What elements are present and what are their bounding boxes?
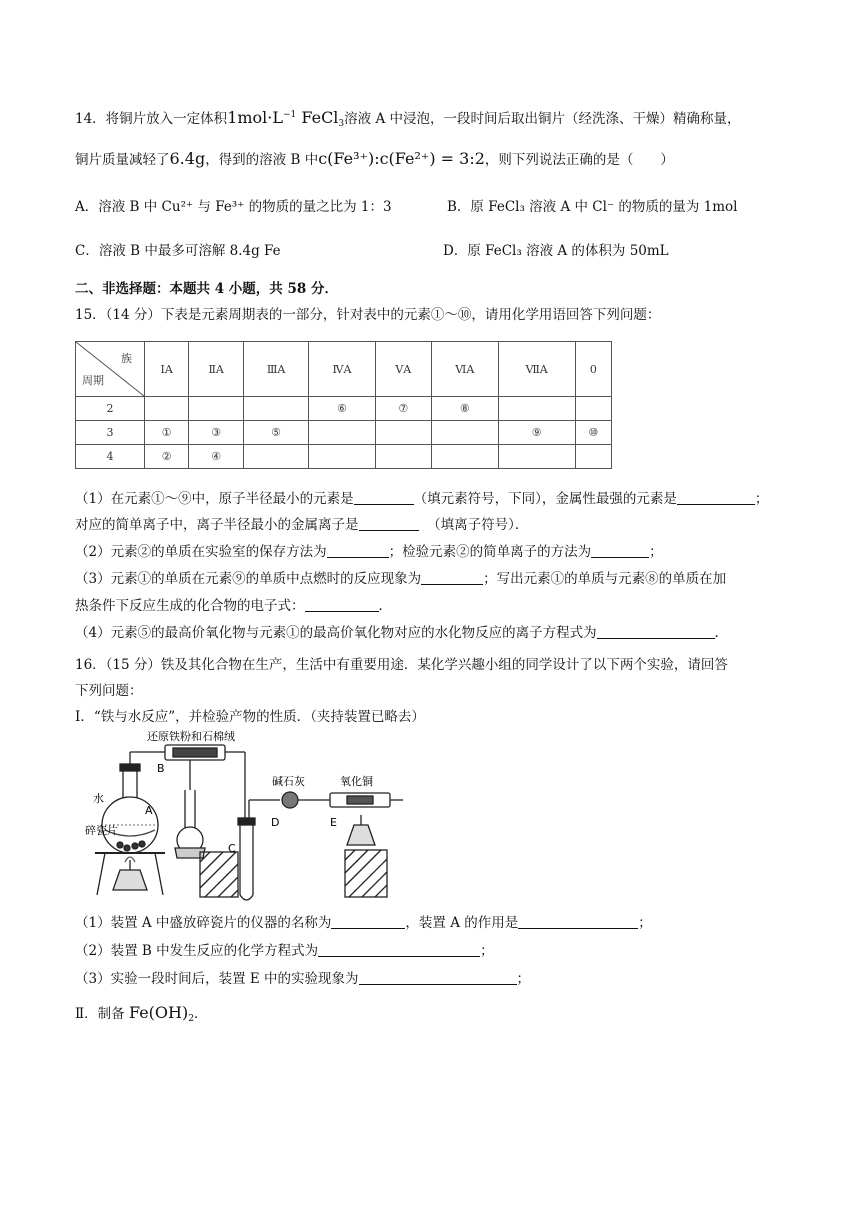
label-d: D	[271, 816, 280, 829]
answer-blank[interactable]	[597, 624, 715, 639]
label-e: E	[330, 816, 337, 829]
q15-part1-line2: 对应的简单离子中，离子半径最小的金属离子是 （填离子符号）．	[75, 517, 529, 533]
label-copper-oxide: 氧化铜	[340, 775, 373, 788]
label-water: 水	[93, 792, 104, 805]
drying-tube-d	[282, 792, 298, 808]
support-block-left	[200, 852, 238, 897]
table-cell	[309, 445, 375, 469]
group-header: ⅡA	[189, 342, 244, 397]
q16-part1-heading: I．“铁与水反应”，并检验产物的性质．（夹持装置已略去）	[75, 709, 425, 725]
q14-line1: 14．将铜片放入一定体积$1mol\cdot L^{-1}$ FeCl$_3$溶液 A 中浸泡，一段时间后取出铜片（经洗涤、干燥）精确称量，	[75, 108, 741, 129]
q14-option-a: A．溶液 B 中 Cu²⁺ 与 Fe³⁺ 的物质的量之比为 1：3	[75, 199, 392, 215]
q14-line2: 铜片质量减轻了6.4g，得到的溶液 B 中c(Fe³⁺):c(Fe²⁺) = 3:2，则下列说法正确的是（ ）	[75, 149, 674, 168]
q15-part2: （2）元素②的单质在实验室的保存方法为 ；检验元素②的简单离子的方法为 ；	[75, 544, 663, 560]
table-cell	[498, 397, 575, 421]
table-cell: ⑨	[498, 421, 575, 445]
group-header: 0	[575, 342, 611, 397]
iron-water-apparatus-figure	[85, 730, 435, 905]
answer-blank[interactable]	[359, 516, 419, 531]
table-cell: ⑥	[309, 397, 375, 421]
group-header: ⅣA	[309, 342, 375, 397]
q15-part4: （4）元素⑤的最高价氧化物与元素①的最高价氧化物对应的水化物反应的离子方程式为 ．	[75, 625, 729, 641]
table-cell	[498, 445, 575, 469]
label-b: B	[157, 762, 165, 775]
q16-sub3: （3）实验一段时间后，装置 E 中的实验现象为 ；	[75, 971, 531, 987]
table-cell: ①	[145, 421, 189, 445]
table-cell	[189, 397, 244, 421]
group-header: ⅤA	[375, 342, 431, 397]
label-soda-lime: 碱石灰	[272, 775, 305, 788]
period-label: 3	[76, 421, 145, 445]
q16-intro-line2: 下列问题：	[75, 683, 143, 699]
q16-intro-line1: 16．（15 分）铁及其化合物在生产，生活中有重要用途．某化学兴趣小组的同学设计了以下两个实验，请回答	[75, 657, 728, 673]
q16-sub2: （2）装置 B 中发生反应的化学方程式为 ；	[75, 943, 494, 959]
answer-blank[interactable]	[421, 570, 483, 585]
table-row	[76, 421, 612, 445]
table-cell	[309, 421, 375, 445]
table-cell	[244, 445, 309, 469]
q15-intro: 15．（14 分）下表是元素周期表的一部分，针对表中的元素①～⑩，请用化学用语回答下列问题：	[75, 307, 661, 323]
support-block-right	[345, 850, 387, 897]
answer-blank[interactable]	[518, 914, 638, 929]
answer-blank[interactable]	[305, 597, 379, 612]
answer-blank[interactable]	[359, 970, 517, 985]
table-cell: ⑦	[375, 397, 431, 421]
label-c: C	[228, 842, 236, 855]
table-cell	[375, 421, 431, 445]
group-header: ⅦA	[498, 342, 575, 397]
table-cell: ⑩	[575, 421, 611, 445]
answer-blank[interactable]	[318, 942, 480, 957]
section-heading: 二、非选择题：本题共 4 小题，共 58 分．	[75, 281, 338, 297]
q16-sub1: （1）装置 A 中盛放碎瓷片的仪器的名称为 ，装置 A 的作用是 ；	[75, 915, 652, 931]
period-label: 2	[76, 397, 145, 421]
period-label: 4	[76, 445, 145, 469]
group-header: ⅢA	[244, 342, 309, 397]
group-header: ⅠA	[145, 342, 189, 397]
q15-part3-line1: （3）元素①的单质在元素⑨的单质中点燃时的反应现象为 ；写出元素①的单质与元素⑧的单质在加	[75, 571, 727, 587]
table-row	[76, 445, 612, 469]
q15-part3-line2: 热条件下反应生成的化合物的电子式： ．	[75, 598, 392, 614]
table-cell: ④	[189, 445, 244, 469]
label-a: A	[145, 804, 153, 817]
table-cell	[431, 421, 498, 445]
periodic-table	[75, 341, 612, 469]
table-cell	[145, 397, 189, 421]
table-cell	[431, 445, 498, 469]
q14-option-c: C．溶液 B 中最多可溶解 8.4g Fe	[75, 243, 281, 259]
table-cell	[575, 397, 611, 421]
q15-part1-line1: （1）在元素①～⑨中，原子半径最小的元素是 （填元素符号，下同），金属性最强的元素是 ；	[75, 491, 769, 507]
table-row	[76, 397, 612, 421]
answer-blank[interactable]	[327, 543, 389, 558]
answer-blank[interactable]	[331, 914, 405, 929]
table-cell: ⑤	[244, 421, 309, 445]
label-porcelain-chips: 碎瓷片	[85, 824, 118, 837]
table-cell	[375, 445, 431, 469]
table-cell: ②	[145, 445, 189, 469]
corner-period-label: 周期	[82, 374, 104, 387]
table-cell	[575, 445, 611, 469]
table-cell: ③	[189, 421, 244, 445]
answer-blank[interactable]	[677, 490, 755, 505]
table-cell	[244, 397, 309, 421]
table-cell: ⑧	[431, 397, 498, 421]
answer-blank[interactable]	[354, 490, 414, 505]
q16-part2-heading: Ⅱ．制备 $Fe(OH)_2$．	[75, 1003, 208, 1024]
answer-blank[interactable]	[591, 543, 649, 558]
group-header: ⅥA	[431, 342, 498, 397]
table-corner	[76, 342, 145, 397]
q14-option-b: B．原 FeCl₃ 溶液 A 中 Cl⁻ 的物质的量为 1mol	[447, 199, 738, 215]
corner-group-label: 族	[121, 352, 132, 365]
q14-option-d: D．原 FeCl₃ 溶液 A 的体积为 50mL	[443, 243, 669, 259]
label-iron-powder: 还原铁粉和石棉绒	[147, 730, 235, 743]
